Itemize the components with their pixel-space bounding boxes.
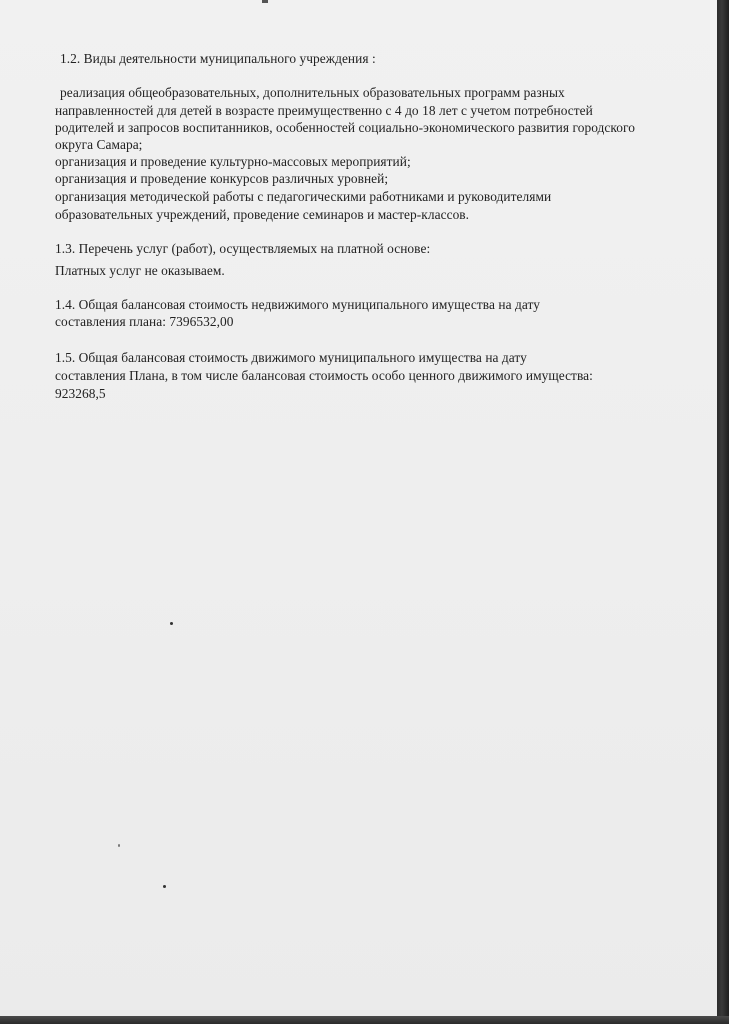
section-1-2-line-7: организация методической работы с педагогическими работниками и руководителями	[55, 189, 552, 204]
section-1-5-line-2: составления Плана, в том числе балансовая стоимость особо ценного движимого имущества:	[55, 368, 593, 383]
scan-speck	[118, 844, 120, 847]
section-1-2-line-8: образовательных учреждений, проведение семинаров и мастер-классов.	[55, 207, 470, 222]
section-1-4-line-2: составления плана: 7396532,00	[55, 314, 234, 329]
section-1-5-line-3: 923268,5	[55, 386, 106, 401]
scan-edge-right	[717, 0, 729, 1024]
scan-speck	[163, 885, 166, 888]
section-1-2-line-6: организация и проведение конкурсов различных уровней;	[55, 171, 389, 186]
section-1-5-line-1: 1.5. Общая балансовая стоимость движимого муниципального имущества на дату	[55, 350, 527, 365]
scan-edge-bottom	[0, 1016, 729, 1024]
section-1-2-line-3: родителей и запросов воспитанников, особенностей социально-экономического развития городского	[55, 120, 635, 135]
section-1-2-heading: 1.2. Виды деятельности муниципального учреждения :	[60, 51, 376, 66]
scan-mark	[262, 0, 268, 3]
scan-speck	[170, 622, 173, 625]
section-1-2-line-4: округа Самара;	[55, 137, 143, 152]
section-1-4-line-1: 1.4. Общая балансовая стоимость недвижимого муниципального имущества на дату	[55, 297, 540, 312]
section-1-3-heading: 1.3. Перечень услуг (работ), осуществляемых на платной основе:	[55, 241, 431, 256]
section-1-2-line-5: организация и проведение культурно-массовых мероприятий;	[55, 154, 411, 169]
section-1-2-line-2: направленностей для детей в возрасте преимущественно с 4 до 18 лет с учетом потребностей	[55, 103, 593, 118]
section-1-3-text: Платных услуг не оказываем.	[55, 263, 225, 278]
section-1-2-line-1: реализация общеобразовательных, дополнительных образовательных программ разных	[60, 85, 565, 100]
